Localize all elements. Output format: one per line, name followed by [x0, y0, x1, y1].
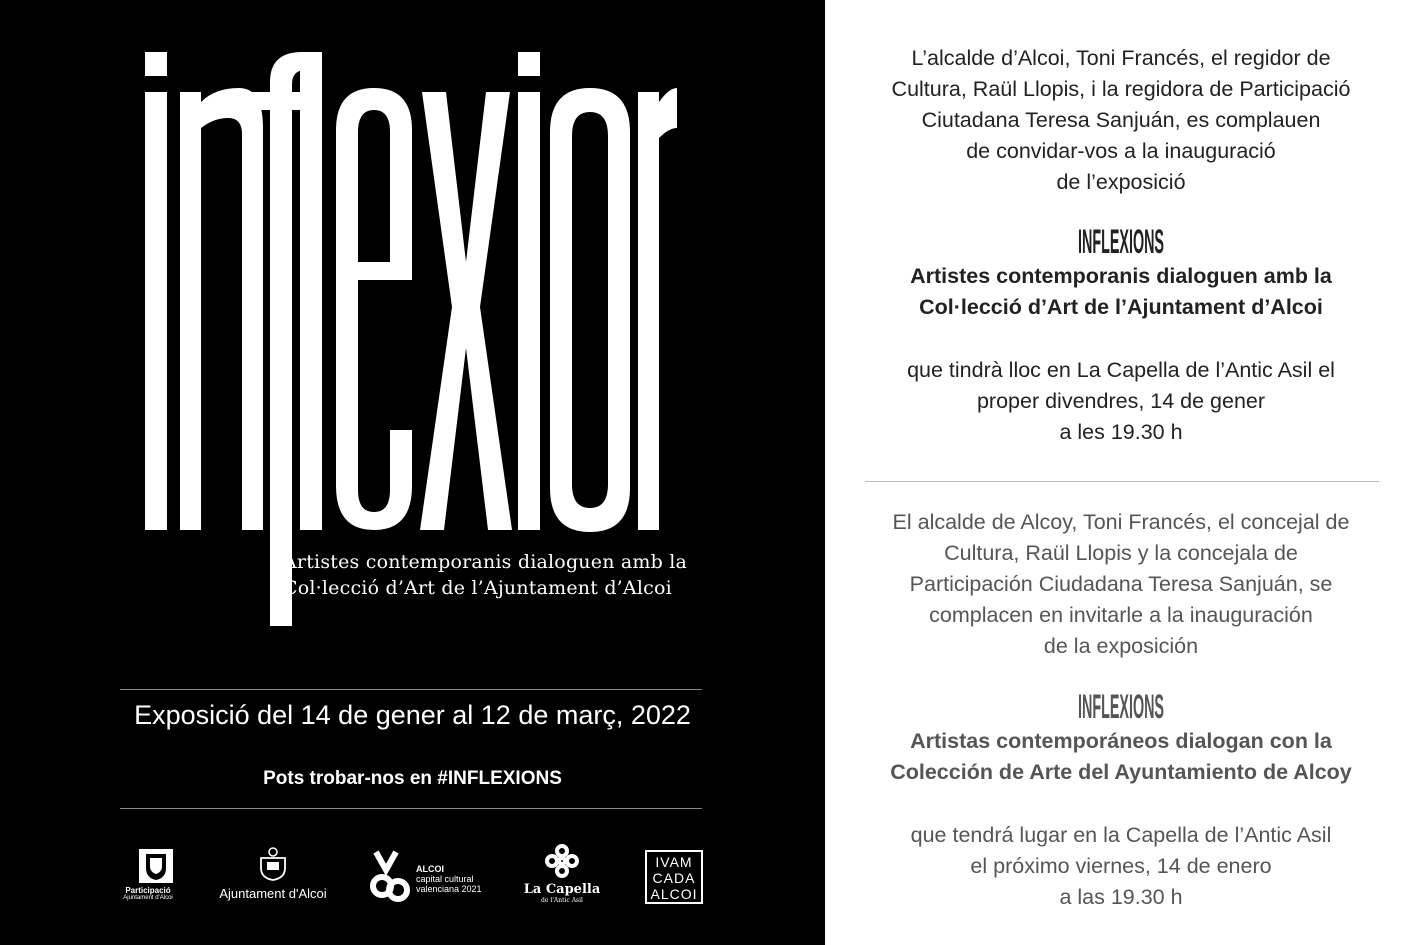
- details-line: a les 19.30 h: [1059, 420, 1183, 444]
- svg-text:INFLEXIONS: INFLEXIONS: [1078, 688, 1164, 726]
- crest-icon: [138, 848, 174, 884]
- catalan-intro: [825, 43, 1417, 198]
- subtitle-line: Artistes contemporanis dialoguen amb la: [910, 264, 1332, 288]
- participacio-logo: [118, 848, 178, 901]
- subtitle-line: Colección de Arte del Ayuntamiento de Alcoy: [890, 760, 1352, 784]
- catalan-subtitle: [825, 261, 1417, 323]
- details-line: el próximo viernes, 14 de enero: [970, 854, 1272, 878]
- details-line: que tindrà lloc en La Capella de l’Antic Asil el: [907, 358, 1335, 382]
- intro-line: de convidar-vos a la inauguració: [966, 139, 1276, 163]
- la-capella-sublabel: de l'Antic Asil: [541, 897, 583, 904]
- exhibition-dates: Exposició del 14 de gener al 12 de març, 2022: [134, 700, 691, 730]
- inflexions-wordmark: [140, 40, 688, 630]
- spanish-exhibition-title: [825, 688, 1417, 726]
- alcoi-2021-name: ALCOI: [416, 864, 444, 874]
- svg-text:INFLEXIONS: INFLEXIONS: [1078, 223, 1164, 261]
- flower-icon: [543, 844, 581, 880]
- participacio-sublabel: Ajuntament d'Alcoi: [123, 895, 173, 901]
- ajuntament-label: Ajuntament d'Alcoi: [219, 886, 327, 901]
- subtitle-line: Artistas contemporáneos dialogan con la: [910, 729, 1332, 753]
- alcoi-2021-icon: [370, 850, 410, 906]
- intro-line: de l’exposició: [1056, 170, 1186, 194]
- intro-line: L’alcalde d’Alcoi, Toni Francés, el regidor de: [911, 46, 1331, 70]
- ivam-cada-alcoi-logo: [645, 850, 703, 904]
- spanish-details: [825, 820, 1417, 913]
- divider: [120, 808, 702, 809]
- intro-line: Cultura, Raül Llopis y la concejala de: [944, 541, 1298, 565]
- alcoi-2021-line1: capital cultural: [416, 874, 474, 884]
- la-capella-logo: [522, 844, 602, 904]
- subtitle-line: Col·lecció d’Art de l’Ajuntament d’Alcoi: [919, 295, 1323, 319]
- spanish-intro: [825, 507, 1417, 662]
- details-line: que tendrá lugar en la Capella de l’Antic Asil: [910, 823, 1332, 847]
- details-line: proper divendres, 14 de gener: [976, 389, 1266, 413]
- ajuntament-logo: [218, 846, 328, 901]
- invitation-text-panel: [825, 0, 1417, 945]
- alcoi-2021-line2: valenciana 2021: [416, 884, 482, 894]
- participacio-label: Participació: [125, 886, 171, 895]
- intro-line: de la exposición: [1043, 634, 1199, 658]
- social-hashtag: Pots trobar-nos en #INFLEXIONS: [263, 768, 562, 789]
- ivam-line: IVAM: [655, 854, 693, 870]
- intro-line: Ciutadana Teresa Sanjuán, es complauen: [921, 108, 1321, 132]
- spanish-subtitle: [825, 726, 1417, 788]
- coat-of-arms-icon: [257, 846, 289, 882]
- intro-line: Cultura, Raül Llopis, i la regidora de Participació: [891, 77, 1351, 101]
- catalan-exhibition-title: [825, 223, 1417, 261]
- poster-subtitle-line: Artistes contemporanis dialoguen amb la: [283, 551, 688, 573]
- divider: [120, 689, 702, 690]
- catalan-details: [825, 355, 1417, 448]
- intro-line: complacen en invitarle a la inauguración: [929, 603, 1313, 627]
- ivam-line: ALCOI: [650, 886, 698, 902]
- sponsor-logos: [110, 840, 710, 910]
- poster-subtitle: [283, 549, 713, 601]
- intro-line: El alcalde de Alcoy, Toni Francés, el concejal de: [892, 510, 1350, 534]
- details-line: a las 19.30 h: [1059, 885, 1183, 909]
- ivam-line: CADA: [652, 870, 696, 886]
- title-wordmark: [1076, 223, 1166, 261]
- poster-subtitle-line: Col·lecció d’Art de l’Ajuntament d’Alcoi: [283, 577, 672, 599]
- intro-line: Participación Ciudadana Teresa Sanjuán, se: [909, 572, 1333, 596]
- title-wordmark: [1076, 688, 1166, 726]
- language-divider: [865, 481, 1379, 482]
- la-capella-label: La Capella: [523, 882, 601, 897]
